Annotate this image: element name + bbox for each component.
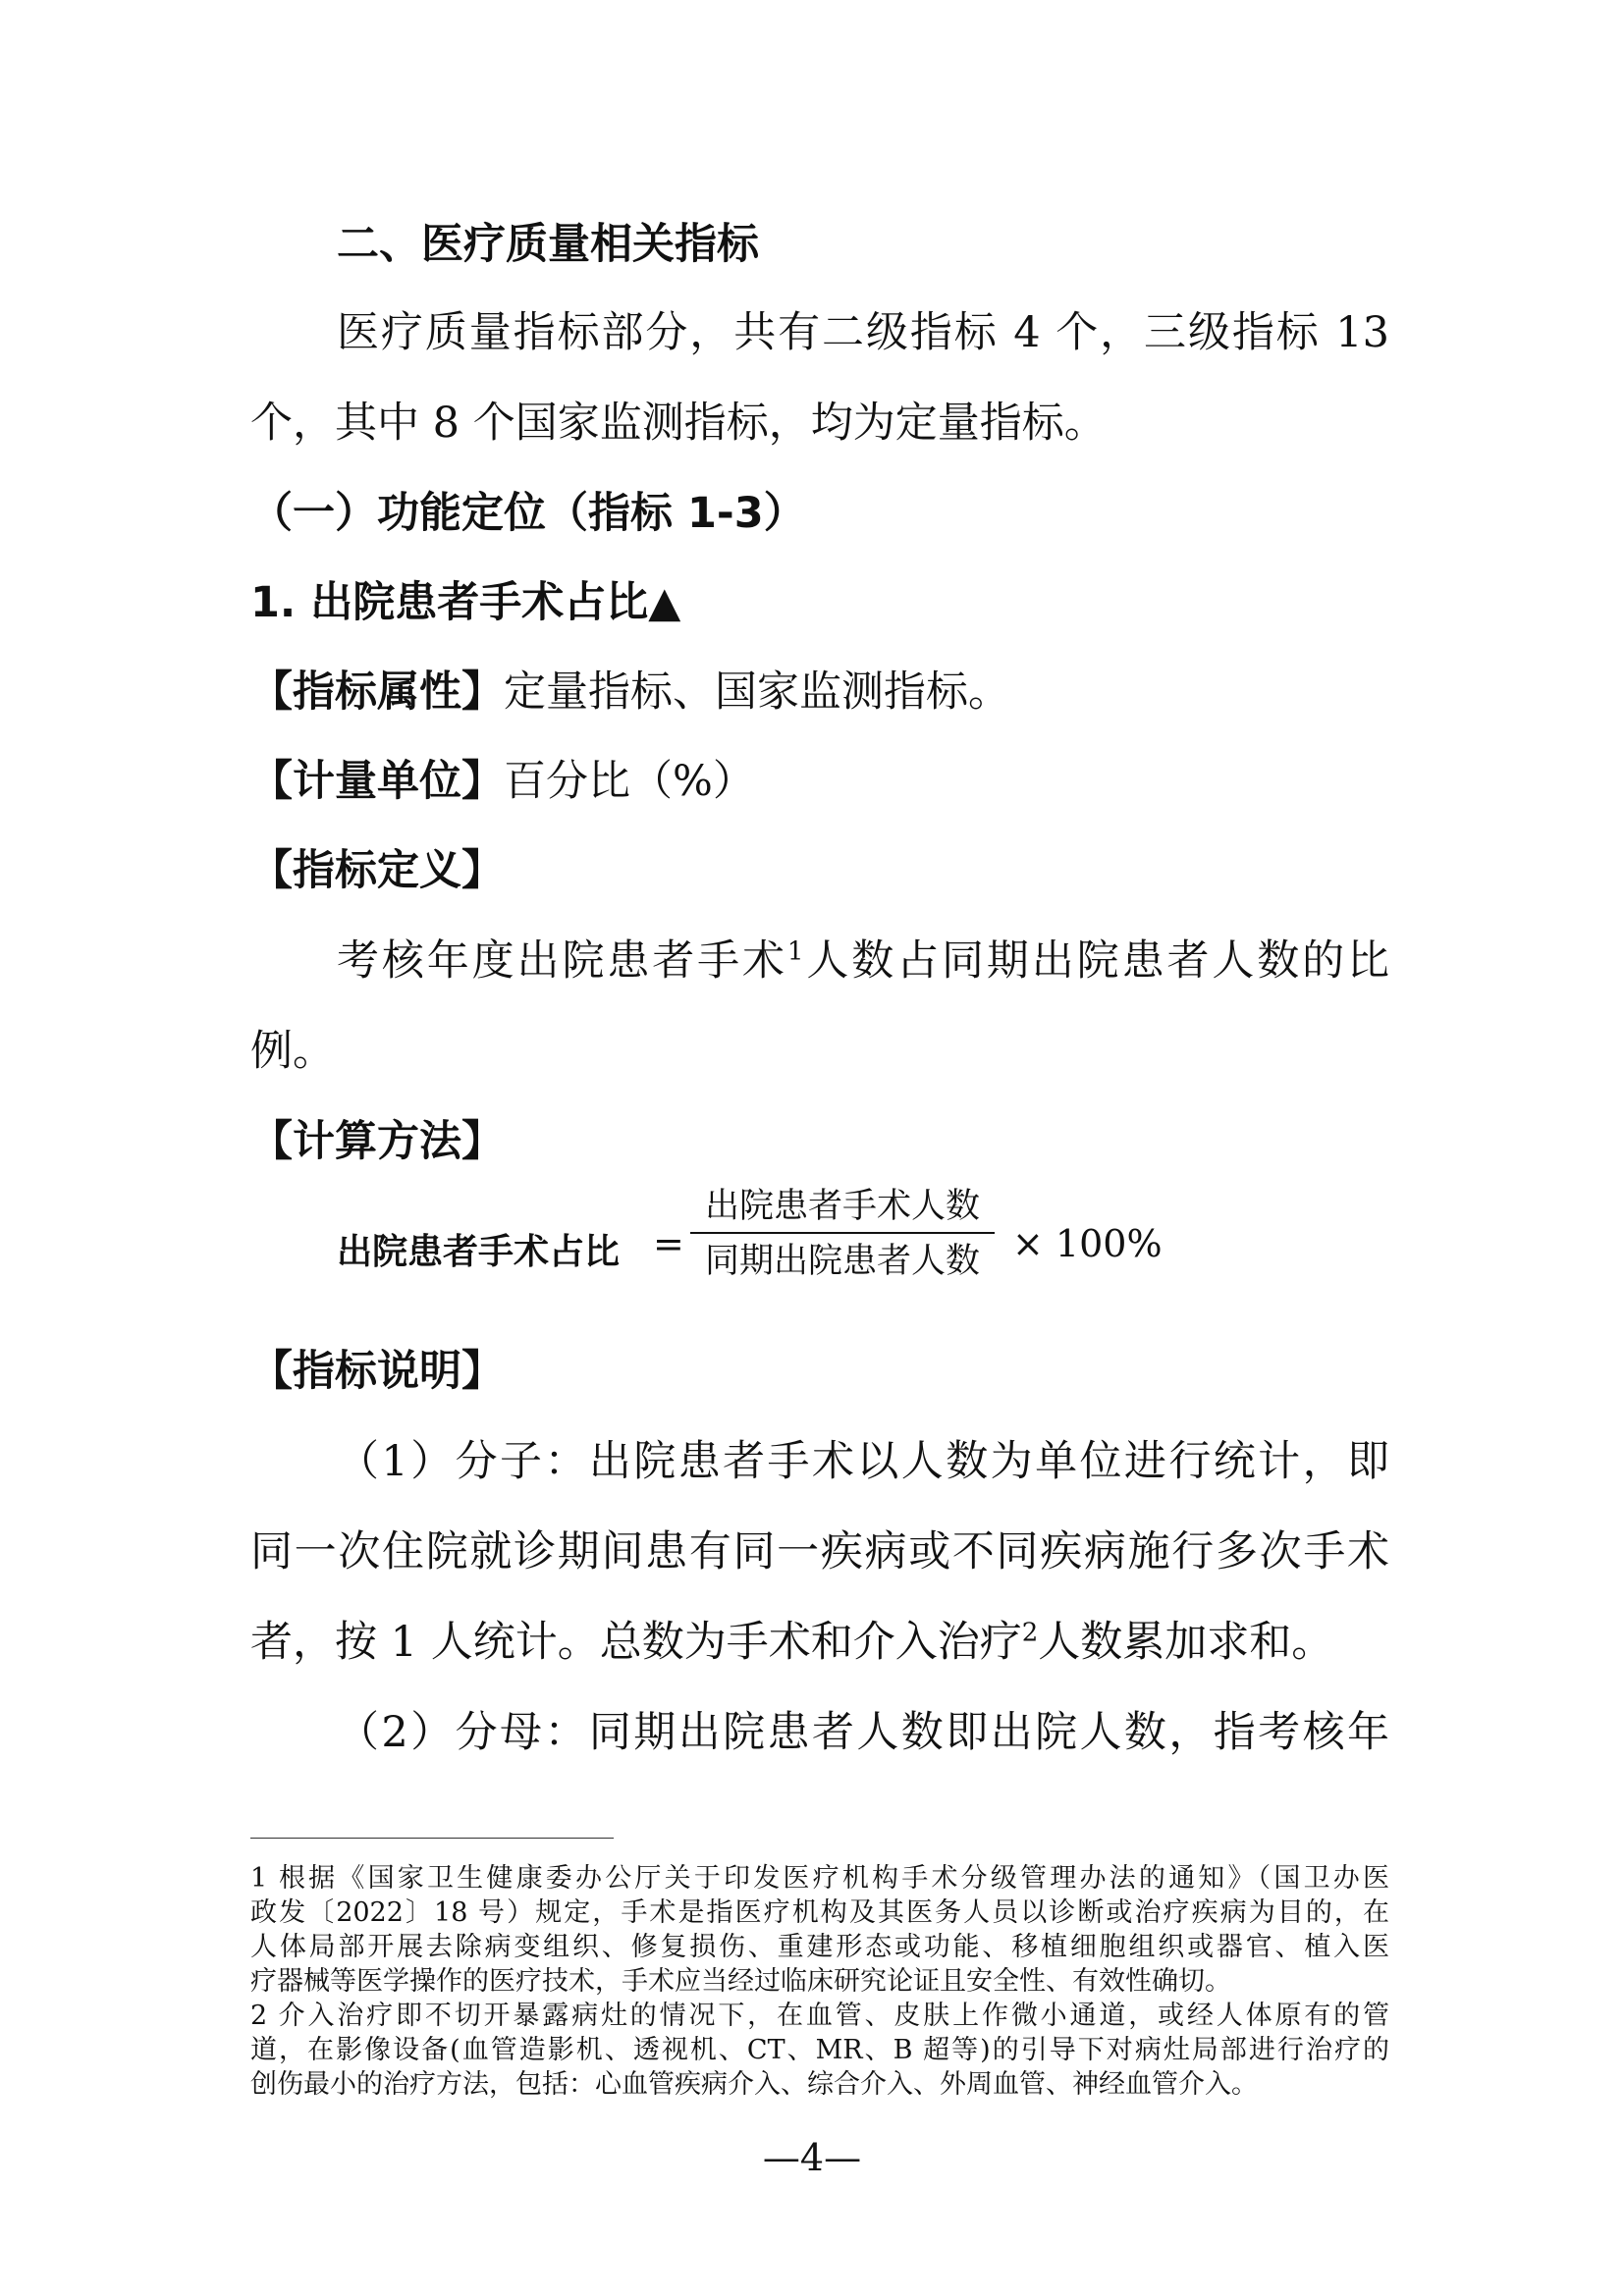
explanation-label: 【指标说明】 [250, 1347, 504, 1396]
page-number: —4— [762, 2136, 862, 2179]
footnote-1-line: 政发〔2022〕18 号）规定，手术是指医疗机构及其医务人员以诊断或治疗疾病为目的，在 [250, 1897, 1389, 1928]
formula-denominator: 同期出院患者人数 [704, 1242, 980, 1281]
formula-multiplier: × 100% [1012, 1222, 1163, 1265]
footnote-1-line: 疗器械等医学操作的医疗技术，手术应当经过临床研究论证且安全性、有效性确切。 [250, 1966, 1231, 1997]
footnote-separator [250, 1838, 614, 1839]
formula-equals: = [653, 1222, 684, 1265]
formula-fraction [690, 1183, 995, 1285]
footnote-ref-1: 1 [786, 936, 804, 967]
explanation-p2-line-1: （2）分母：同期出院患者人数即出院人数，指考核年 [337, 1708, 1389, 1757]
indicator-title: 1. 出院患者手术占比▲ [250, 578, 681, 627]
formula-label: 出院患者手术占比 [337, 1232, 621, 1272]
explanation-p1-line-3 [250, 1618, 1334, 1667]
explanation-p1-line-2: 同一次住院就诊期间患有同一疾病或不同疾病施行多次手术 [250, 1527, 1389, 1576]
footnote-ref-2: 2 [1021, 1618, 1039, 1648]
formula-numerator: 出院患者手术人数 [704, 1187, 980, 1226]
explanation-text-b: 人数累加求和。 [1038, 1618, 1334, 1667]
unit-label: 【计量单位】 [250, 757, 504, 806]
attribute-label: 【指标属性】 [250, 667, 504, 717]
footnote-2 [250, 1999, 1389, 2102]
footnote-2-line: 2 介入治疗即不切开暴露病灶的情况下，在血管、皮肤上作微小通道，或经人体原有的管 [250, 2001, 1389, 2031]
footnote-2-line: 创伤最小的治疗方法，包括：心血管疾病介入、综合介入、外周血管、神经血管介入。 [250, 2069, 1258, 2100]
explanation-text-a: 者，按 1 人统计。总数为手术和介入治疗 [250, 1618, 1022, 1667]
method-label: 【计算方法】 [250, 1117, 504, 1166]
explanation-p1-line-1: （1）分子：出院患者手术以人数为单位进行统计，即 [337, 1437, 1389, 1486]
footnote-1-line: 1 根据《国家卫生健康委办公厅关于印发医疗机构手术分级管理办法的通知》（国卫办医 [250, 1863, 1389, 1894]
unit-row [250, 757, 755, 806]
formula [337, 1183, 1220, 1301]
attribute-value: 定量指标、国家监测指标。 [504, 667, 1010, 717]
section-heading: 二、医疗质量相关指标 [337, 220, 759, 269]
definition-line-1 [337, 936, 1390, 986]
definition-label: 【指标定义】 [250, 846, 504, 895]
intro-line-1: 医疗质量指标部分，共有二级指标 4 个，三级指标 13 [337, 308, 1389, 357]
footnote-2-line: 道，在影像设备(血管造影机、透视机、CT、MR、B 超等)的引导下对病灶局部进行治疗的 [250, 2035, 1389, 2065]
footnote-1-line: 人体局部开展去除病变组织、修复损伤、重建形态或功能、移植细胞组织或器官、植入医 [250, 1932, 1389, 1962]
subsection-heading: （一）功能定位（指标 1-3） [250, 489, 806, 538]
unit-value: 百分比（%） [504, 757, 755, 806]
definition-text-b: 人数占同期出院患者人数的比 [803, 936, 1390, 986]
definition-text-a: 考核年度出院患者手术 [337, 936, 787, 986]
footnote-1 [250, 1861, 1389, 1999]
intro-line-2: 个，其中 8 个国家监测指标，均为定量指标。 [250, 399, 1107, 448]
definition-line-2: 例。 [250, 1027, 335, 1076]
attribute-row [250, 667, 1010, 717]
